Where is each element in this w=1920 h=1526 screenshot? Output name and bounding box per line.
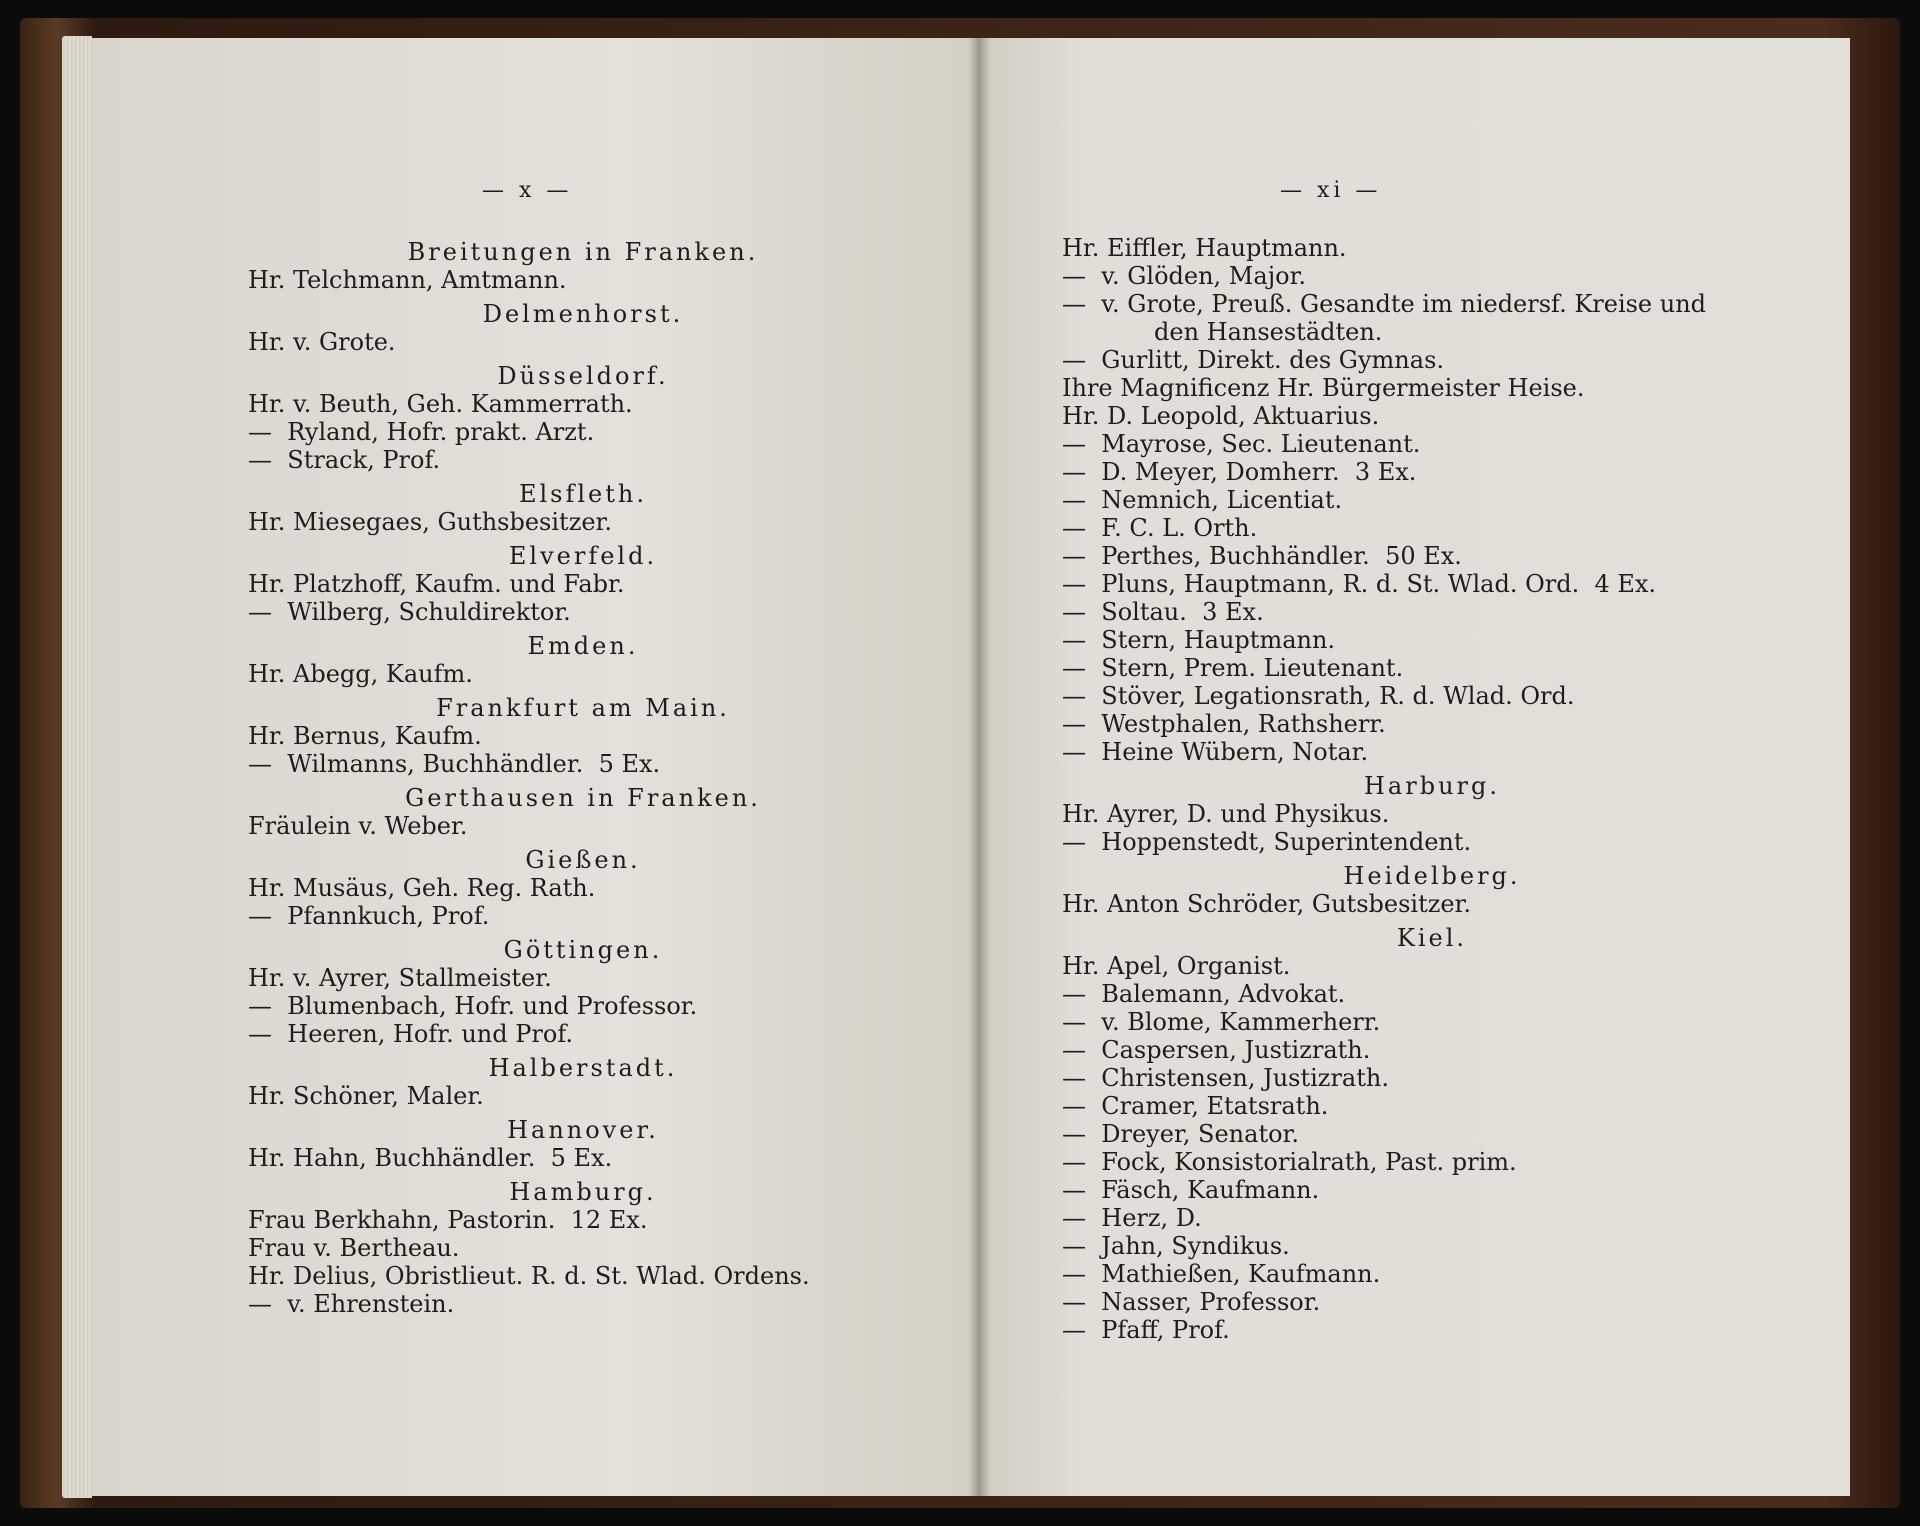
subscriber-entry: Frau Berkhahn, Pastorin. 12 Ex. xyxy=(248,1206,648,1234)
subscriber-entry: — Blumenbach, Hofr. und Professor. xyxy=(248,992,698,1020)
subscriber-entry: — v. Glöden, Major. xyxy=(1062,262,1307,290)
subscriber-entry: — Hoppenstedt, Superintendent. xyxy=(1062,828,1472,856)
subscriber-entry: — v. Blome, Kammerherr. xyxy=(1062,1008,1381,1036)
subscriber-entry: Frau v. Bertheau. xyxy=(248,1234,460,1262)
subscriber-entry: — Perthes, Buchhändler. 50 Ex. xyxy=(1062,542,1462,570)
subscriber-entry: — Christensen, Justizrath. xyxy=(1062,1064,1389,1092)
subscriber-entry: — Cramer, Etatsrath. xyxy=(1062,1092,1329,1120)
subscriber-entry: — Pfaff, Prof. xyxy=(1062,1316,1230,1344)
subscriber-entry: — Stöver, Legationsrath, R. d. Wlad. Ord. xyxy=(1062,682,1575,710)
subscriber-entry: — Fäsch, Kaufmann. xyxy=(1062,1176,1320,1204)
place-heading: Göttingen. xyxy=(503,936,663,964)
subscriber-entry: — D. Meyer, Domherr. 3 Ex. xyxy=(1062,458,1417,486)
subscriber-entry: — Westphalen, Rathsherr. xyxy=(1062,710,1386,738)
subscriber-entry: Hr. v. Ayrer, Stallmeister. xyxy=(248,964,552,992)
subscriber-entry: — Heeren, Hofr. und Prof. xyxy=(248,1020,573,1048)
subscriber-entry: Hr. Apel, Organist. xyxy=(1062,952,1291,980)
place-heading: Gerthausen in Franken. xyxy=(405,784,761,812)
subscriber-entry: — v. Grote, Preuß. Gesandte im niedersf. Kreise und xyxy=(1062,290,1707,318)
right-page xyxy=(978,38,1850,1496)
subscriber-entry: — Pfannkuch, Prof. xyxy=(248,902,490,930)
subscriber-entry: — Dreyer, Senator. xyxy=(1062,1120,1299,1148)
subscriber-entry: Fräulein v. Weber. xyxy=(248,812,468,840)
place-heading: Halberstadt. xyxy=(488,1054,678,1082)
subscriber-entry: — v. Ehrenstein. xyxy=(248,1290,455,1318)
place-heading: Hannover. xyxy=(507,1116,659,1144)
place-heading: Gießen. xyxy=(525,846,641,874)
subscriber-entry: — F. C. L. Orth. xyxy=(1062,514,1258,542)
subscriber-entry: Hr. Bernus, Kaufm. xyxy=(248,722,482,750)
left-page-text xyxy=(248,238,918,1318)
place-heading: Breitungen in Franken. xyxy=(407,238,759,266)
right-page-text xyxy=(1062,234,1802,1344)
subscriber-entry: — Strack, Prof. xyxy=(248,446,441,474)
page-number-right: — xi — xyxy=(1280,178,1382,203)
subscriber-entry: Hr. Schöner, Maler. xyxy=(248,1082,484,1110)
subscriber-entry: — Pluns, Hauptmann, R. d. St. Wlad. Ord. 4 Ex. xyxy=(1062,570,1657,598)
subscriber-entry: Ihre Magnificenz Hr. Bürgermeister Heise. xyxy=(1062,374,1585,402)
book-gutter xyxy=(968,38,990,1496)
subscriber-entry: — Nasser, Professor. xyxy=(1062,1288,1321,1316)
place-heading: Heidelberg. xyxy=(1343,862,1521,890)
subscriber-entry: — Ryland, Hofr. prakt. Arzt. xyxy=(248,418,595,446)
subscriber-entry: — Stern, Hauptmann. xyxy=(1062,626,1336,654)
subscriber-entry: — Herz, D. xyxy=(1062,1204,1202,1232)
place-heading: Delmenhorst. xyxy=(482,300,684,328)
place-heading: Hamburg. xyxy=(509,1178,657,1206)
subscriber-entry: Hr. v. Grote. xyxy=(248,328,396,356)
subscriber-entry: Hr. Eiffler, Hauptmann. xyxy=(1062,234,1347,262)
place-heading: Düsseldorf. xyxy=(497,362,669,390)
place-heading: Frankfurt am Main. xyxy=(436,694,730,722)
subscriber-entry: — Mayrose, Sec. Lieutenant. xyxy=(1062,430,1421,458)
place-heading: Harburg. xyxy=(1364,772,1500,800)
place-heading: Emden. xyxy=(527,632,639,660)
subscriber-entry: — Wilberg, Schuldirektor. xyxy=(248,598,571,626)
place-heading: Kiel. xyxy=(1396,924,1468,952)
subscriber-entry: Hr. Ayrer, D. und Physikus. xyxy=(1062,800,1390,828)
subscriber-entry: — Balemann, Advokat. xyxy=(1062,980,1346,1008)
left-page xyxy=(92,38,978,1496)
subscriber-entry: Hr. Miesegaes, Guthsbesitzer. xyxy=(248,508,613,536)
subscriber-entry: Hr. Telchmann, Amtmann. xyxy=(248,266,567,294)
subscriber-entry: — Soltau. 3 Ex. xyxy=(1062,598,1264,626)
subscriber-entry: Hr. Delius, Obristlieut. R. d. St. Wlad. Ordens. xyxy=(248,1262,810,1290)
subscriber-entry: — Mathießen, Kaufmann. xyxy=(1062,1260,1381,1288)
subscriber-entry: Hr. Platzhoff, Kaufm. und Fabr. xyxy=(248,570,625,598)
subscriber-entry: Hr. Hahn, Buchhändler. 5 Ex. xyxy=(248,1144,613,1172)
subscriber-entry: Hr. D. Leopold, Aktuarius. xyxy=(1062,402,1380,430)
subscriber-entry: — Fock, Konsistorialrath, Past. prim. xyxy=(1062,1148,1517,1176)
subscriber-entry: — Nemnich, Licentiat. xyxy=(1062,486,1343,514)
subscriber-entry: Hr. Musäus, Geh. Reg. Rath. xyxy=(248,874,596,902)
subscriber-entry: — Heine Wübern, Notar. xyxy=(1062,738,1369,766)
subscriber-entry: Hr. v. Beuth, Geh. Kammerrath. xyxy=(248,390,633,418)
place-heading: Elsfleth. xyxy=(518,480,647,508)
page-edges xyxy=(62,36,92,1498)
subscriber-entry: den Hansestädten. xyxy=(1154,318,1383,346)
page-number-left: — x — xyxy=(482,178,573,203)
subscriber-entry: — Wilmanns, Buchhändler. 5 Ex. xyxy=(248,750,661,778)
subscriber-entry: — Gurlitt, Direkt. des Gymnas. xyxy=(1062,346,1445,374)
subscriber-entry: Hr. Abegg, Kaufm. xyxy=(248,660,473,688)
subscriber-entry: — Caspersen, Justizrath. xyxy=(1062,1036,1371,1064)
subscriber-entry: — Stern, Prem. Lieutenant. xyxy=(1062,654,1404,682)
place-heading: Elverfeld. xyxy=(508,542,658,570)
subscriber-entry: Hr. Anton Schröder, Gutsbesitzer. xyxy=(1062,890,1472,918)
subscriber-entry: — Jahn, Syndikus. xyxy=(1062,1232,1290,1260)
